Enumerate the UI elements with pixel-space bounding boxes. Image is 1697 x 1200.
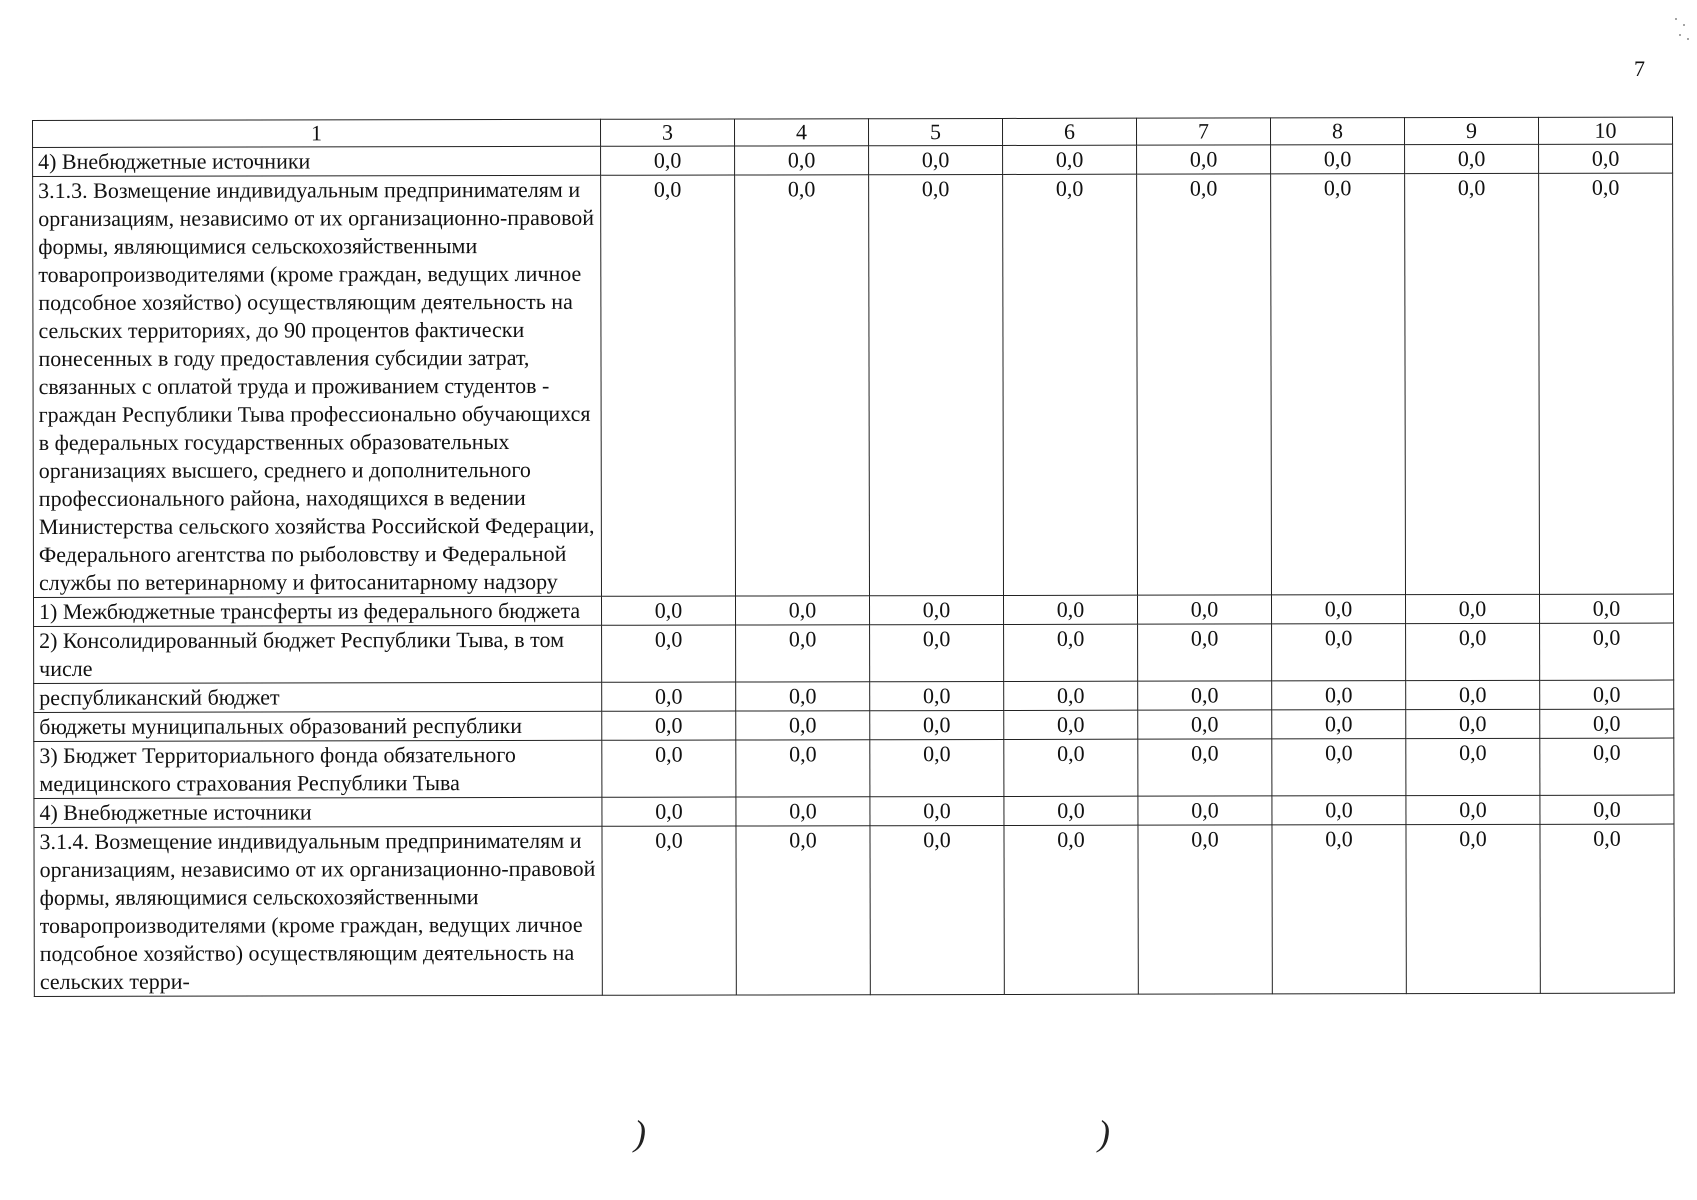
value-cell: 0,0 xyxy=(1004,710,1138,739)
value-cell: 0,0 xyxy=(735,175,870,596)
value-cell: 0,0 xyxy=(869,145,1003,174)
value-cell: 0,0 xyxy=(1540,824,1674,993)
value-cell: 0,0 xyxy=(1540,795,1674,824)
row-label: бюджеты муниципальных образований республики xyxy=(34,711,602,741)
value-cell: 0,0 xyxy=(1003,174,1138,595)
value-cell: 0,0 xyxy=(1272,796,1406,825)
value-cell: 0,0 xyxy=(869,174,1004,595)
row-label: республиканский бюджет xyxy=(34,682,602,712)
value-cell: 0,0 xyxy=(602,625,736,682)
value-cell: 0,0 xyxy=(1137,595,1271,624)
value-cell: 0,0 xyxy=(736,625,870,682)
value-cell: 0,0 xyxy=(870,624,1004,681)
row-label: 2) Консолидированный бюджет Республики Тыва, в том числе xyxy=(34,625,602,683)
value-cell: 0,0 xyxy=(1540,680,1674,709)
value-cell: 0,0 xyxy=(1138,710,1272,739)
value-cell: 0,0 xyxy=(602,797,736,826)
row-label: 1) Межбюджетные трансферты из федерального бюджета xyxy=(34,596,602,626)
value-cell: 0,0 xyxy=(870,739,1004,796)
table-row xyxy=(33,173,1674,597)
header-cell: 7 xyxy=(1136,118,1270,145)
value-cell: 0,0 xyxy=(1272,739,1406,796)
value-cell: 0,0 xyxy=(1405,144,1539,173)
value-cell: 0,0 xyxy=(1004,825,1138,994)
value-cell: 0,0 xyxy=(1271,145,1405,174)
value-cell: 0,0 xyxy=(1138,681,1272,710)
table-row xyxy=(34,680,1674,712)
value-cell: 0,0 xyxy=(870,681,1004,710)
value-cell: 0,0 xyxy=(1003,145,1137,174)
header-cell: 6 xyxy=(1002,118,1136,145)
value-cell: 0,0 xyxy=(869,595,1003,624)
table-row xyxy=(34,594,1674,626)
value-cell: 0,0 xyxy=(1540,709,1674,738)
table-row xyxy=(34,623,1674,683)
value-cell: 0,0 xyxy=(1004,739,1138,796)
value-cell: 0,0 xyxy=(870,825,1004,994)
value-cell: 0,0 xyxy=(601,596,735,625)
value-cell: 0,0 xyxy=(1272,624,1406,681)
value-cell: 0,0 xyxy=(1406,623,1540,680)
value-cell: 0,0 xyxy=(601,175,736,596)
table-row xyxy=(34,738,1674,798)
value-cell: 0,0 xyxy=(735,146,869,175)
value-cell: 0,0 xyxy=(1406,738,1540,795)
value-cell: 0,0 xyxy=(601,146,735,175)
table-row xyxy=(34,795,1674,827)
value-cell: 0,0 xyxy=(736,682,870,711)
header-cell: 9 xyxy=(1404,117,1538,144)
header-row xyxy=(33,117,1673,147)
header-cell: 1 xyxy=(33,119,601,147)
value-cell: 0,0 xyxy=(1004,796,1138,825)
value-cell: 0,0 xyxy=(870,710,1004,739)
value-cell: 0,0 xyxy=(602,711,736,740)
row-label: 4) Внебюджетные источники xyxy=(33,146,601,176)
value-cell: 0,0 xyxy=(1406,709,1540,738)
row-label: 3) Бюджет Территориального фонда обязательного медицинского страхования Республики Тыва xyxy=(34,740,602,798)
value-cell: 0,0 xyxy=(1138,624,1272,681)
value-cell: 0,0 xyxy=(735,596,869,625)
row-label: 4) Внебюджетные источники xyxy=(34,797,602,827)
value-cell: 0,0 xyxy=(1539,144,1673,173)
value-cell: 0,0 xyxy=(602,682,736,711)
value-cell: 0,0 xyxy=(1406,795,1540,824)
header-cell: 5 xyxy=(868,118,1002,145)
value-cell: 0,0 xyxy=(1539,594,1673,623)
value-cell: 0,0 xyxy=(1138,825,1272,994)
value-cell: 0,0 xyxy=(1406,824,1540,993)
value-cell: 0,0 xyxy=(1004,681,1138,710)
value-cell: 0,0 xyxy=(602,740,736,797)
header-cell: 8 xyxy=(1270,118,1404,145)
budget-table xyxy=(32,117,1675,997)
value-cell: 0,0 xyxy=(1272,825,1406,994)
value-cell: 0,0 xyxy=(736,711,870,740)
budget-table-container xyxy=(32,117,1674,997)
value-cell: 0,0 xyxy=(1004,624,1138,681)
value-cell: 0,0 xyxy=(736,826,870,995)
table-row xyxy=(34,709,1674,741)
header-cell: 3 xyxy=(600,119,734,146)
value-cell: 0,0 xyxy=(1137,145,1271,174)
value-cell: 0,0 xyxy=(1137,174,1272,595)
page-number: 7 xyxy=(1634,56,1645,81)
value-cell: 0,0 xyxy=(736,740,870,797)
value-cell: 0,0 xyxy=(1003,595,1137,624)
value-cell: 0,0 xyxy=(1540,623,1674,680)
value-cell: 0,0 xyxy=(602,826,736,995)
value-cell: 0,0 xyxy=(1405,594,1539,623)
value-cell: 0,0 xyxy=(1406,680,1540,709)
scan-speckle xyxy=(1671,14,1691,44)
table-row xyxy=(33,144,1673,176)
value-cell: 0,0 xyxy=(1271,174,1406,595)
row-label: 3.1.4. Возмещение индивидуальным предпринимателям и организациям, независимо от их организационно-правовой формы, являющимися сельскохозяйственными товаропроизводителями (кроме граждан, ведущих личное подсобное хозяйство) осуществляющим деятельность на сельских терри- xyxy=(34,826,602,996)
value-cell: 0,0 xyxy=(1540,738,1674,795)
value-cell: 0,0 xyxy=(736,797,870,826)
header-cell: 10 xyxy=(1538,117,1672,144)
value-cell: 0,0 xyxy=(1138,796,1272,825)
signature-mark-right: ) xyxy=(1098,1113,1110,1153)
value-cell: 0,0 xyxy=(1539,173,1674,594)
value-cell: 0,0 xyxy=(870,796,1004,825)
row-label: 3.1.3. Возмещение индивидуальным предпринимателям и организациям, независимо от их организационно-правовой формы, являющимися сельскохозяйственными товаропроизводителями (кроме граждан, ведущих личное подсобное хозяйство) осуществляющим деятельность на сельских территориях, до 90 процентов фактически понесенных в году предоставления субсидии затрат, связанных с оплатой труда и проживанием студентов - граждан Республики Тыва профессионально обучающихся в федеральных государственных образовательных организациях высшего, среднего и дополнительного профессионального района, находящихся в ведении Министерства сельского хозяйства Российской Федерации, Федерального агентства по рыболовству и Федеральной службы по ветеринарному и фитосанитарному надзору xyxy=(33,175,602,597)
value-cell: 0,0 xyxy=(1272,681,1406,710)
header-cell: 4 xyxy=(734,119,868,146)
value-cell: 0,0 xyxy=(1138,739,1272,796)
table-row xyxy=(34,824,1674,996)
value-cell: 0,0 xyxy=(1405,173,1540,594)
value-cell: 0,0 xyxy=(1271,595,1405,624)
value-cell: 0,0 xyxy=(1272,710,1406,739)
signature-mark-left: ) xyxy=(634,1113,646,1153)
